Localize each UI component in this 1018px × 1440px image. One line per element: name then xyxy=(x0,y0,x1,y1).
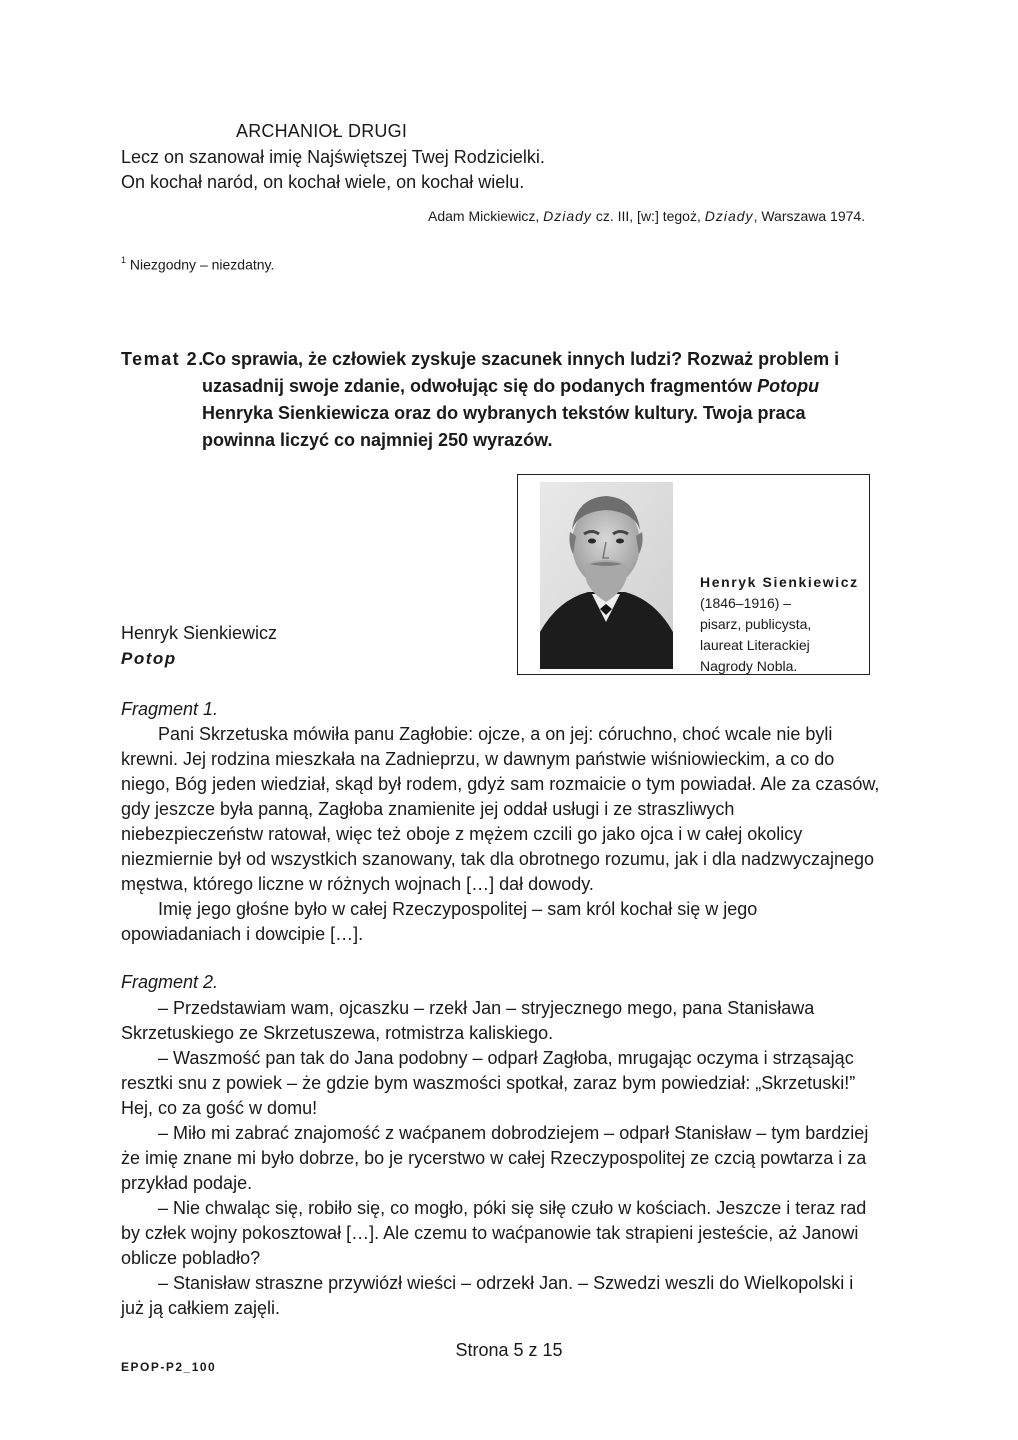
paragraph: – Waszmość pan tak do Jana podobny – odparł Zagłoba, mrugając oczyma i strząsając resztki snu z powiek – że gdzie bym waszmości spotkał, zaraz bym powiedział: „Skrzetuski!” Hej, co za gość w domu! xyxy=(121,1048,856,1118)
paragraph: – Przedstawiam wam, ojcaszku – rzekł Jan – stryjecznego mego, pana Stanisława Skrzetuskiego ze Skrzetuszewa, rotmistrza kaliskiego. xyxy=(121,998,815,1043)
work-author: Henryk Sienkiewicz xyxy=(121,623,278,643)
paragraph: Pani Skrzetuska mówiła panu Zagłobie: ojcze, a on jej: córuchno, choć wcale nie byli krewni. Jej rodzina mieszkała na Zadnieprzu, w dawnym państwie wiśniowieckim, a co do niego, Bóg jeden wiedział, skąd był rodem, gdyż sam rozmaicie o tym powiadał. Ale za czasów, gdy jeszcze była panną, Zagłoba znamienite jej oddał usługi i ze straszliwych niebezpieczeństw ratował, więc też oboje z mężem czcili go jako ojca i w całej okolicy niezmiernie był od wszystkich szanowany, tak dla obrotnego rozumu, jak i dla nadzwyczajnego męstwa, którego liczne w różnych wojnach […] dał dowody. xyxy=(121,724,880,894)
paragraph: – Nie chwaląc się, robiło się, co mogło, póki się siłę czuło w kościach. Jeszcze i teraz rad by człek wojny pokosztował […]. Ale czemu to waćpanowie tak strapieni jesteście, aż Janowi oblicze pobladło? xyxy=(121,1198,867,1268)
poem-source xyxy=(428,208,865,224)
source-title: Dziady xyxy=(543,208,592,224)
source-title: Dziady xyxy=(704,208,754,224)
poem-speaker: ARCHANIOŁ DRUGI xyxy=(236,121,408,141)
caption-line: pisarz, publicysta, xyxy=(700,616,812,632)
topic-text-part: Henryka Sienkiewicza oraz do wybranych tekstów kultury. Twoja praca powinna liczyć co najmniej 250 wyrazów. xyxy=(202,403,806,450)
paragraph: – Stanisław straszne przywiózł wieści – odrzekł Jan. – Szwedzi weszli do Wielkopolski i już ją całkiem zajęli. xyxy=(121,1273,854,1318)
essay-topic xyxy=(121,346,881,454)
caption-line: Nagrody Nobla. xyxy=(700,658,798,674)
poem-line: Lecz on szanował imię Najświętszej Twej Rodzicielki. xyxy=(121,147,545,167)
footnote-text: Niezgodny – niezdatny. xyxy=(126,256,275,273)
page-number: Strona 5 z 15 xyxy=(455,1340,563,1360)
topic-text-part: Co sprawia, że człowiek zyskuje szacunek innych ludzi? Rozważ problem i uzasadnij swoje zdanie, odwołując się do podanych fragmentów xyxy=(202,349,840,396)
topic-label: Temat 2. xyxy=(121,349,205,369)
paragraph: Imię jego głośne było w całej Rzeczypospolitej – sam król kochał się w jego opowiadaniach i dowcipie […]. xyxy=(121,899,758,944)
source-suffix: , Warszawa 1974. xyxy=(753,208,866,224)
source-middle: cz. III, [w:] tegoż, xyxy=(591,208,705,224)
author-caption xyxy=(700,572,859,677)
fragment-1-text xyxy=(121,722,881,947)
author-portrait xyxy=(540,482,673,669)
fragment-1-label: Fragment 1. xyxy=(121,699,219,719)
paragraph: – Miło mi zabrać znajomość z waćpanem dobrodziejem – odparł Stanisław – tym bardziej że imię znane mi było dobrze, bo je rycerstwo w całej Rzeczypospolitej ze czcią powtarza i za przykład podaje. xyxy=(121,1123,869,1193)
document-code: EPOP-P2_100 xyxy=(121,1360,217,1374)
fragment-2-text xyxy=(121,996,881,1321)
author-info-box xyxy=(517,474,870,675)
fragment-2-label: Fragment 2. xyxy=(121,972,219,992)
topic-work-title: Potopu xyxy=(757,376,820,396)
footnote-number: 1 xyxy=(121,255,127,265)
poem-line: On kochał naród, on kochał wiele, on kochał wielu. xyxy=(121,172,525,192)
source-prefix: Adam Mickiewicz, xyxy=(428,208,544,224)
caption-name: Henryk Sienkiewicz xyxy=(700,574,859,590)
topic-text xyxy=(202,346,881,454)
footnote xyxy=(121,256,274,273)
caption-line: laureat Literackiej xyxy=(700,637,810,653)
work-title: Potop xyxy=(121,649,177,668)
caption-years: (1846–1916) – xyxy=(700,595,792,611)
